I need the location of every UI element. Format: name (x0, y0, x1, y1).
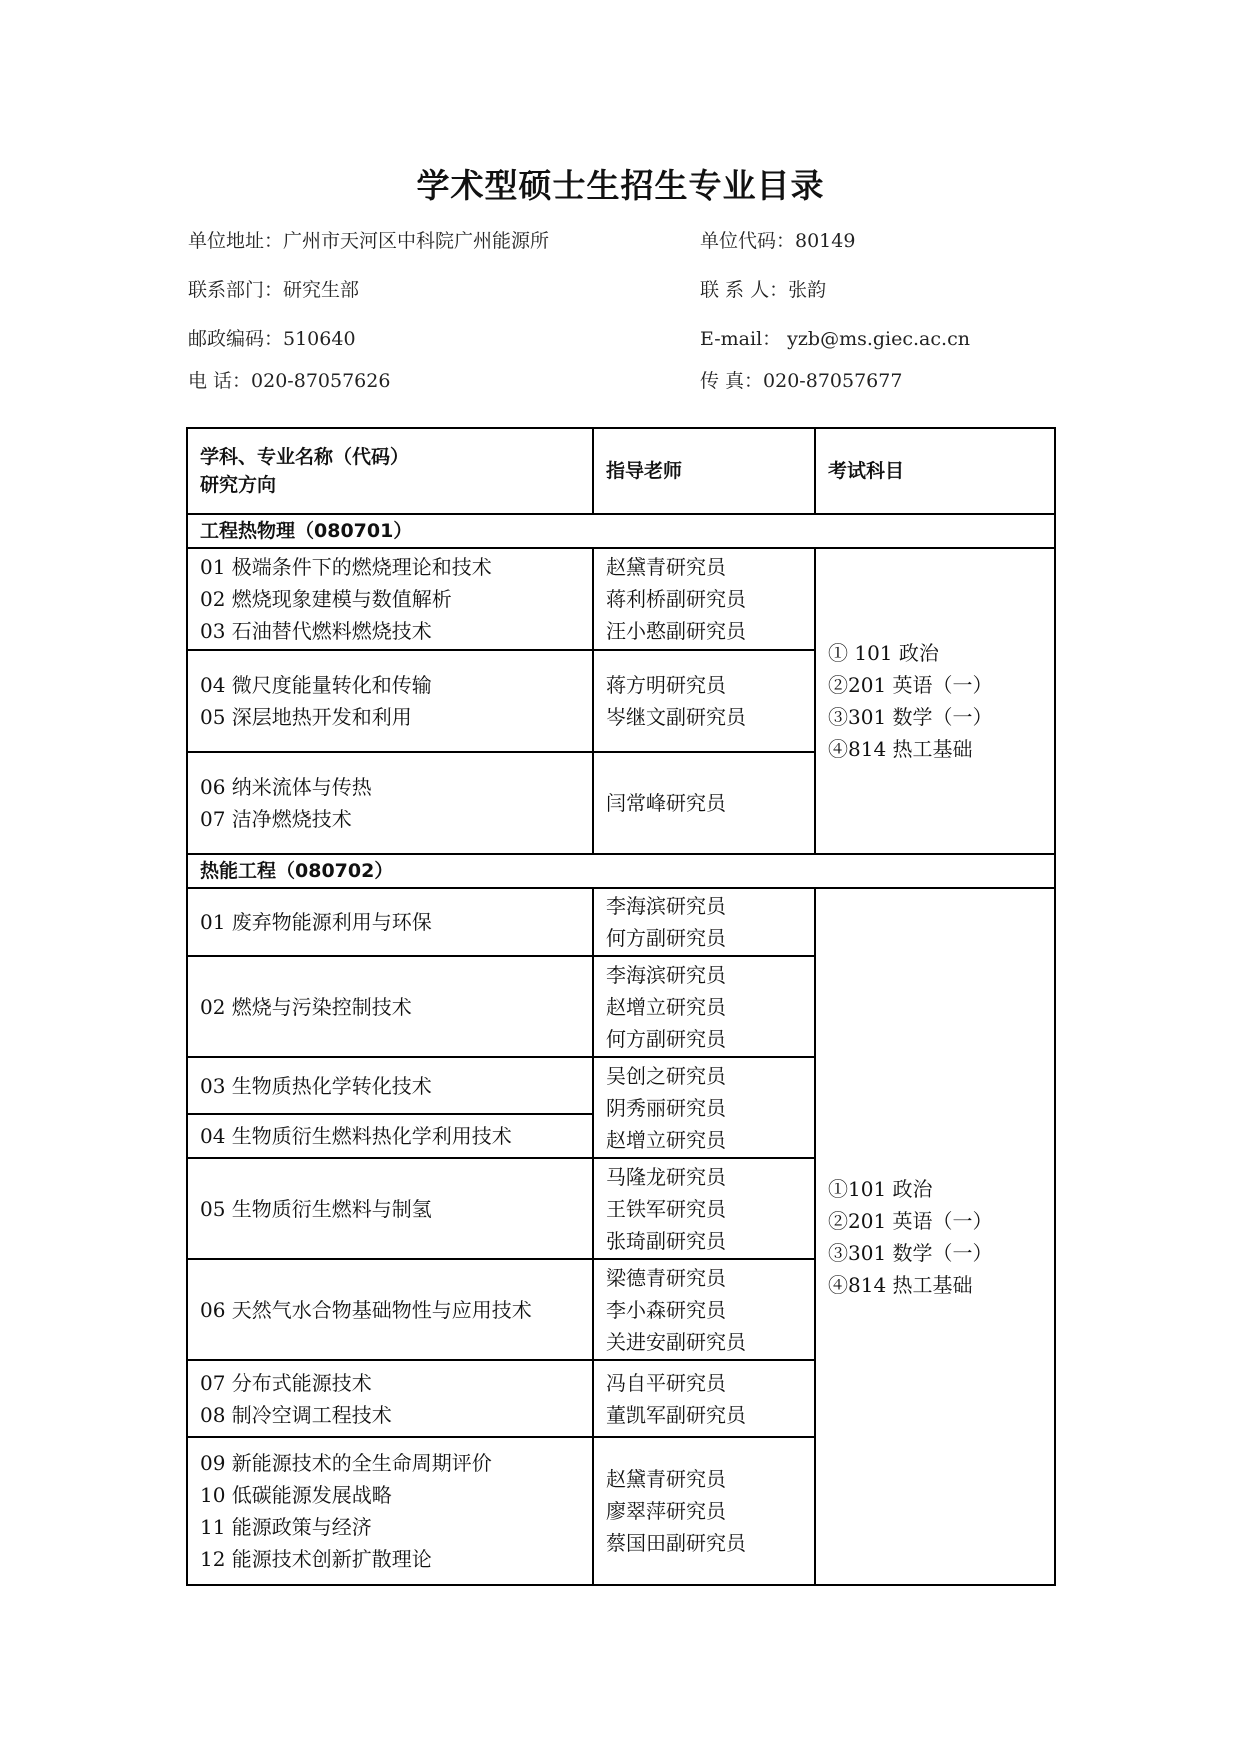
section-row (187, 514, 1055, 548)
email: E-mail： yzb@ms.giec.ac.cn (700, 328, 970, 350)
phone: 电 话：020-87057626 (188, 370, 391, 392)
contact-person: 联 系 人：张韵 (700, 279, 827, 301)
section-row (187, 854, 1055, 888)
direction-cell: 01 极端条件下的燃烧理论和技术 02 燃烧现象建模与数值解析 03 石油替代燃料燃烧技术 (187, 548, 593, 650)
page-title: 学术型硕士生招生专业目录 (416, 166, 825, 205)
direction-cell: 01 废弃物能源利用与环保 (187, 888, 593, 956)
exam-cell: ①101 政治 ②201 英语（一） ③301 数学（一） ④814 热工基础 (815, 888, 1055, 1585)
program-catalog-table (186, 427, 1056, 1586)
unit-code: 单位代码：80149 (700, 230, 856, 252)
postcode: 邮政编码：510640 (188, 328, 356, 350)
advisor-cell: 赵黛青研究员 蒋利桥副研究员 汪小憨副研究员 (593, 548, 815, 650)
direction-cell: 07 分布式能源技术 08 制冷空调工程技术 (187, 1360, 593, 1437)
section-title: 工程热物理（080701） (187, 514, 1055, 548)
direction-cell: 04 生物质衍生燃料热化学利用技术 (187, 1114, 593, 1158)
direction-cell: 04 微尺度能量转化和传输 05 深层地热开发和利用 (187, 650, 593, 752)
advisor-cell: 冯自平研究员 董凯军副研究员 (593, 1360, 815, 1437)
direction-cell: 02 燃烧与污染控制技术 (187, 956, 593, 1057)
advisor-cell: 吴创之研究员 阴秀丽研究员 赵增立研究员 (593, 1057, 815, 1158)
table-row (187, 888, 1055, 956)
direction-cell: 05 生物质衍生燃料与制氢 (187, 1158, 593, 1259)
header-exam: 考试科目 (815, 428, 1055, 514)
direction-cell: 06 天然气水合物基础物性与应用技术 (187, 1259, 593, 1360)
header-major-label: 学科、专业名称（代码） (200, 446, 410, 468)
direction-cell: 06 纳米流体与传热 07 洁净燃烧技术 (187, 752, 593, 854)
direction-cell: 09 新能源技术的全生命周期评价 10 低碳能源发展战略 11 能源政策与经济 12 能源技术创新扩散理论 (187, 1437, 593, 1585)
header-direction-label: 研究方向 (200, 474, 277, 496)
header-advisor: 指导老师 (593, 428, 815, 514)
contact-dept: 联系部门：研究生部 (188, 279, 360, 301)
table-row (187, 548, 1055, 650)
fax: 传 真：020-87057677 (700, 370, 903, 392)
header-major-direction (187, 428, 593, 514)
section-title: 热能工程（080702） (187, 854, 1055, 888)
advisor-cell: 马隆龙研究员 王铁军研究员 张琦副研究员 (593, 1158, 815, 1259)
advisor-cell: 梁德青研究员 李小森研究员 关进安副研究员 (593, 1259, 815, 1360)
advisor-cell: 闫常峰研究员 (593, 752, 815, 854)
unit-address: 单位地址：广州市天河区中科院广州能源所 (188, 230, 550, 252)
exam-cell: ① 101 政治 ②201 英语（一） ③301 数学（一） ④814 热工基础 (815, 548, 1055, 854)
advisor-cell: 李海滨研究员 赵增立研究员 何方副研究员 (593, 956, 815, 1057)
advisor-cell: 李海滨研究员 何方副研究员 (593, 888, 815, 956)
direction-cell: 03 生物质热化学转化技术 (187, 1057, 593, 1114)
advisor-cell: 蒋方明研究员 岑继文副研究员 (593, 650, 815, 752)
table-header-row (187, 428, 1055, 514)
advisor-cell: 赵黛青研究员 廖翠萍研究员 蔡国田副研究员 (593, 1437, 815, 1585)
